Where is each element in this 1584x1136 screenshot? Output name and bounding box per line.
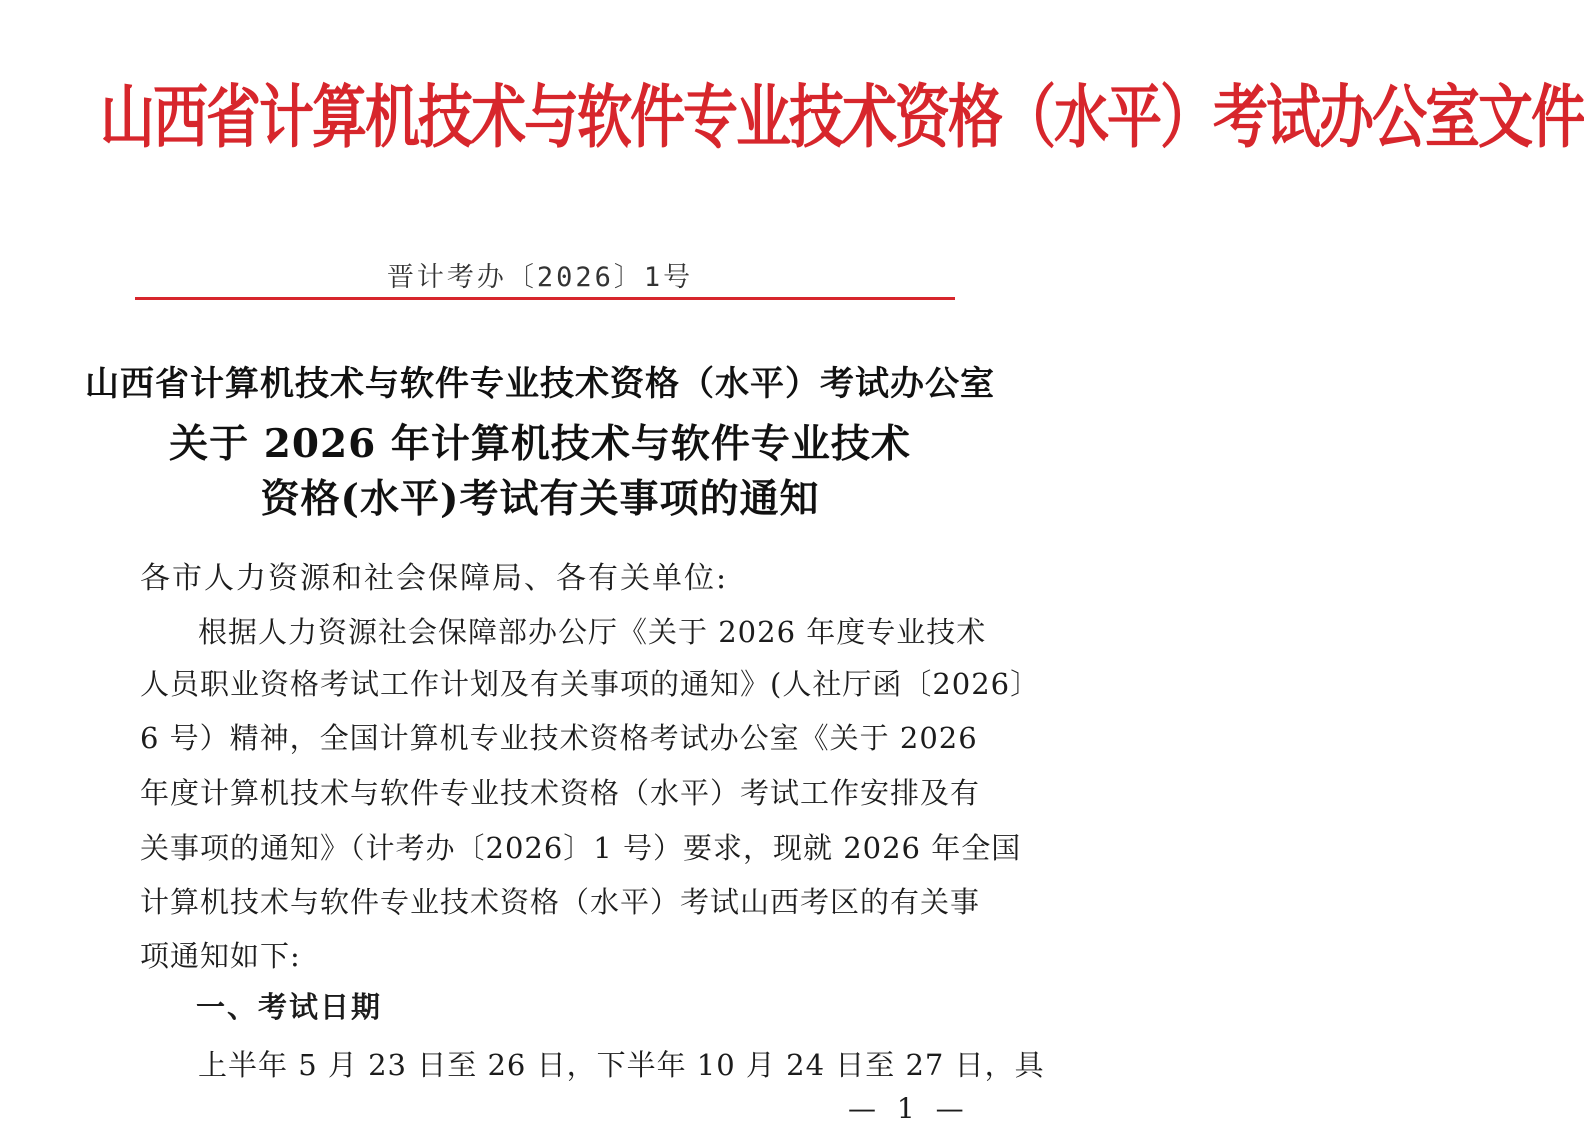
section-body-line: 上半年 5 月 23 日至 26 日，下半年 10 月 24 日至 27 日，具 [198,1048,1045,1082]
document-number: 晋计考办〔2026〕1号 [386,262,694,293]
red-divider [135,297,955,300]
paragraph-line: 根据人力资源社会保障部办公厅《关于 2026 年度专业技术 [198,615,987,649]
paragraph-line: 6 号）精神，全国计算机专业技术资格考试办公室《关于 2026 [140,721,978,755]
title-line-3: 资格(水平)考试有关事项的通知 [260,476,820,522]
issuer-masthead: 山西省计算机技术与软件专业技术资格（水平）考试办公室文件 [100,75,1584,157]
paragraph-line: 项通知如下: [140,939,301,973]
title-line-1: 山西省计算机技术与软件专业技术资格（水平）考试办公室 [85,364,995,404]
paragraph-line: 人员职业资格考试工作计划及有关事项的通知》(人社厅函〔2026〕 [140,667,1041,701]
paragraph-line: 关事项的通知》（计考办〔2026〕1 号）要求，现就 2026 年全国 [140,831,1022,865]
paragraph-line: 年度计算机技术与软件专业技术资格（水平）考试工作安排及有 [140,776,981,810]
title-line-2: 关于 2026 年计算机技术与软件专业技术 [169,421,911,467]
salutation: 各市人力资源和社会保障局、各有关单位: [140,561,729,596]
paragraph-line: 计算机技术与软件专业技术资格（水平）考试山西考区的有关事 [140,885,981,919]
page-number: — 1 — [848,1092,970,1125]
section-heading-exam-dates: 一、考试日期 [196,990,383,1024]
